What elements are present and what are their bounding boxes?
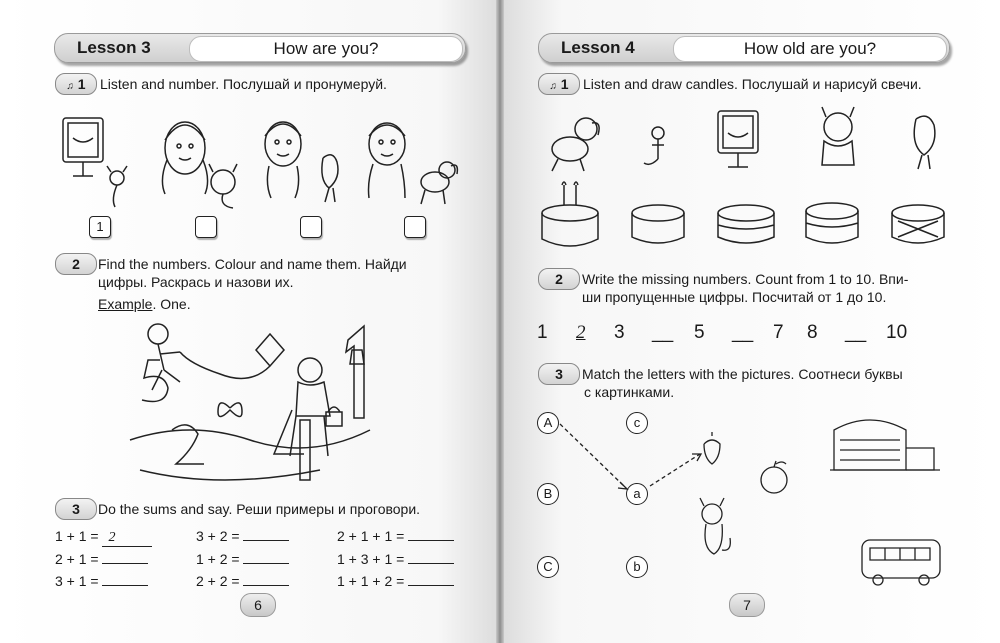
mouse-icon xyxy=(652,127,664,139)
headphones-icon: ♫ xyxy=(549,81,557,92)
task-3-number: 3 xyxy=(55,498,97,520)
sum-row3-col3: 1 + 1 + 2 = xyxy=(337,573,454,589)
sum-row2-col1: 2 + 1 = xyxy=(55,551,148,567)
task-2-line-2: ши пропущенные цифры. Посчитай от 1 до 10. xyxy=(582,289,887,305)
task-2-example xyxy=(98,295,191,313)
lesson-label: Lesson 4 xyxy=(561,38,635,57)
task-2-instruction xyxy=(98,255,468,291)
letter-a[interactable]: a xyxy=(626,483,648,505)
letter-B[interactable]: B xyxy=(537,483,559,505)
task-1-illustrations xyxy=(55,110,475,220)
woman-icon xyxy=(265,122,301,166)
sum-answer-blank[interactable] xyxy=(408,573,454,586)
task-3-number: 3 xyxy=(538,363,580,385)
task-3-instruction xyxy=(582,365,952,401)
lesson-title: How are you? xyxy=(189,36,463,62)
answer-box-2[interactable] xyxy=(195,216,217,238)
sum-answer-blank[interactable] xyxy=(243,573,289,586)
letter-b[interactable]: b xyxy=(626,556,648,578)
parrot-icon xyxy=(322,155,338,202)
page-number-left: 6 xyxy=(240,593,276,617)
number-1-drawing xyxy=(346,326,364,418)
task-1-instruction: Listen and number. Послушай и пронумеруй. xyxy=(100,76,387,92)
task-2-number: 2 xyxy=(538,268,580,290)
sum-row1-col3: 2 + 1 + 1 = xyxy=(337,528,454,544)
answer-box-4[interactable] xyxy=(404,216,426,238)
cat-icon xyxy=(824,113,852,141)
sum-row1-col1: 1 + 1 = 2 xyxy=(55,528,152,547)
lesson-4-banner xyxy=(538,33,950,63)
cat-icon xyxy=(702,504,722,524)
task-2-line-1: Write the missing numbers. Count from 1 to 10. Впи- xyxy=(582,271,909,287)
mouse-icon xyxy=(110,171,124,185)
task-2-illustration xyxy=(120,320,390,495)
task-1-instruction: Listen and draw candles. Послушай и нарисуй свечи. xyxy=(583,76,922,92)
match-arrow-A-a xyxy=(560,424,626,488)
sequence-blank[interactable]: __ xyxy=(732,322,754,343)
dog-icon xyxy=(552,137,588,161)
sitting-woman-icon xyxy=(298,358,322,382)
task-3-line-1: Match the letters with the pictures. Соотнеси буквы xyxy=(582,366,903,382)
cake-1-icon xyxy=(542,182,598,246)
letter-C[interactable]: C xyxy=(537,556,559,578)
task-1-number: ♫ 1 xyxy=(55,73,97,95)
butterfly-icon xyxy=(218,403,242,417)
sequence-blank[interactable]: __ xyxy=(652,322,674,343)
answer-box-3[interactable] xyxy=(300,216,322,238)
boy-icon xyxy=(369,123,405,165)
cake-2-icon xyxy=(632,205,684,243)
running-boy-icon xyxy=(148,324,168,344)
dog-icon xyxy=(421,172,449,192)
task-2-instruction xyxy=(582,270,952,306)
sum-answer-blank[interactable] xyxy=(102,573,148,586)
cake-3-icon xyxy=(718,205,774,243)
sum-answer-filled: 2 xyxy=(102,530,152,547)
page-number-right: 7 xyxy=(729,593,765,617)
apple-icon xyxy=(761,467,787,493)
letter-A[interactable]: A xyxy=(537,412,559,434)
number-5-drawing xyxy=(142,360,168,402)
kite-icon xyxy=(180,334,284,379)
parrot-icon xyxy=(914,116,935,169)
sum-row2-col2: 1 + 2 = xyxy=(196,551,289,567)
lesson-3-banner xyxy=(54,33,466,63)
sum-row1-col2: 3 + 2 = xyxy=(196,528,289,544)
girl-icon xyxy=(165,122,205,174)
lesson-title: How old are you? xyxy=(673,36,947,62)
task-3-line-2: с картинками. xyxy=(584,384,675,400)
sum-row2-col3: 1 + 3 + 1 = xyxy=(337,551,454,567)
cake-5-icon xyxy=(892,205,944,243)
bus-icon xyxy=(862,540,940,585)
task-1-number: ♫ 1 xyxy=(538,73,580,95)
sequence-blank[interactable]: __ xyxy=(845,322,867,343)
sum-answer-blank[interactable] xyxy=(243,528,289,541)
acorn-icon xyxy=(704,432,720,464)
book-spine xyxy=(496,0,504,643)
sequence-item: 7 xyxy=(773,322,784,343)
sequence-item: 3 xyxy=(614,322,625,343)
task-3-instruction: Do the sums and say. Реши примеры и проговори. xyxy=(98,501,421,517)
task-2-number: 2 xyxy=(55,253,97,275)
lesson-label: Lesson 3 xyxy=(77,38,151,57)
frame-character-icon xyxy=(718,111,758,153)
sequence-item: 8 xyxy=(807,322,818,343)
sequence-item-filled: 2 xyxy=(576,322,586,343)
example-text: . One. xyxy=(152,296,191,312)
sequence-item: 10 xyxy=(886,322,908,343)
task-1-illustrations xyxy=(540,105,950,255)
lamp-icon xyxy=(350,350,364,364)
frame-character-icon xyxy=(63,118,103,162)
task-2-line-1: Find the numbers. Colour and name them. Найди xyxy=(98,256,407,272)
example-label: Example xyxy=(98,296,153,312)
cat-icon xyxy=(211,170,235,194)
sum-answer-blank[interactable] xyxy=(408,551,454,564)
task-2-line-2: цифры. Раскрась и назови их. xyxy=(98,274,294,290)
sum-row3-col1: 3 + 1 = xyxy=(55,573,148,589)
task-3-illustrations xyxy=(540,410,950,590)
sum-answer-blank[interactable] xyxy=(102,551,148,564)
sum-row3-col2: 2 + 2 = xyxy=(196,573,289,589)
headphones-icon: ♫ xyxy=(66,81,74,92)
answer-box-1[interactable]: 1 xyxy=(89,216,111,238)
cake-4-icon xyxy=(806,203,858,243)
sequence-item: 5 xyxy=(694,322,705,343)
sum-answer-blank[interactable] xyxy=(408,528,454,541)
sum-answer-blank[interactable] xyxy=(243,551,289,564)
house-icon xyxy=(830,420,940,470)
letter-c[interactable]: c xyxy=(626,412,648,434)
sequence-item: 1 xyxy=(537,322,548,343)
match-arrow-a-acorn xyxy=(650,454,700,486)
